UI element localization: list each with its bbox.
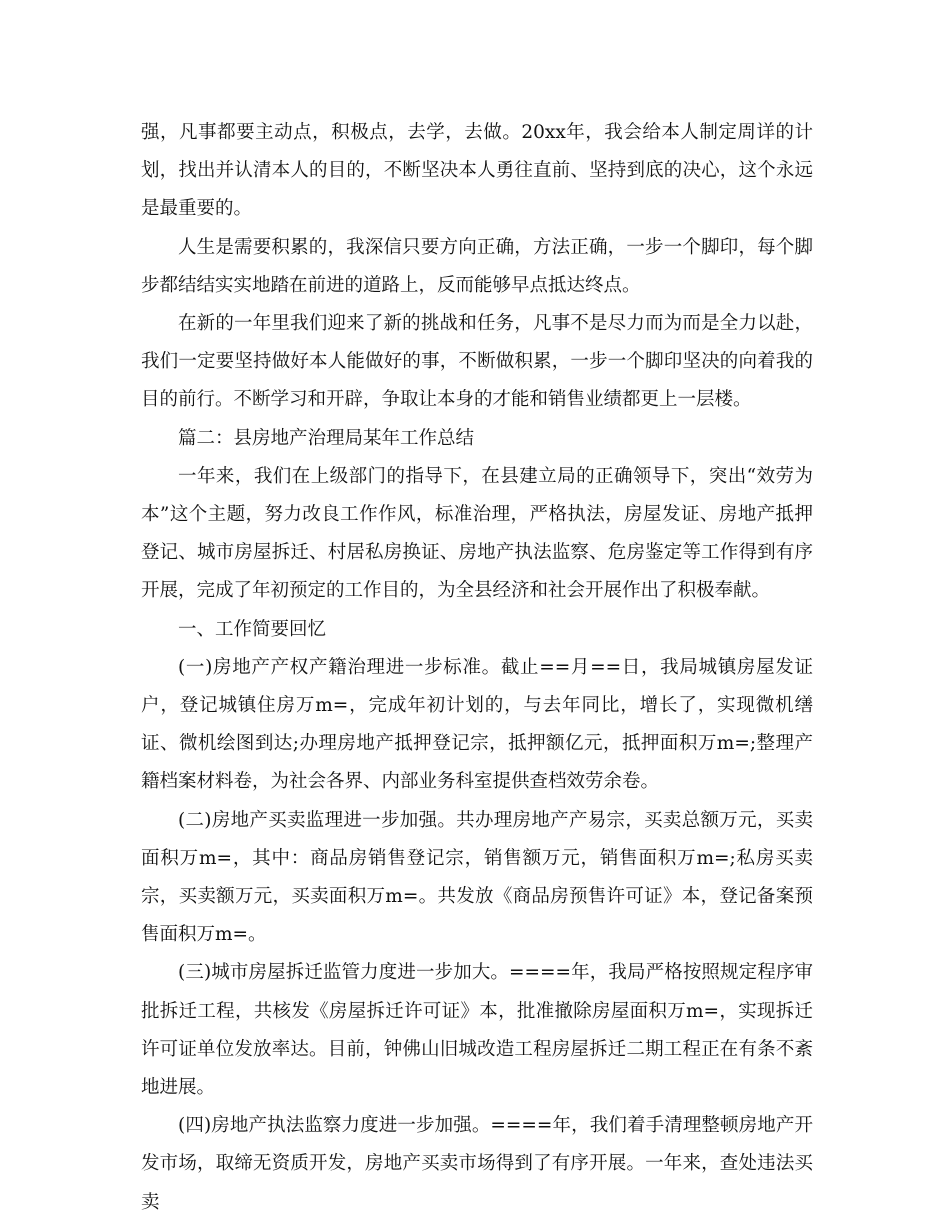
paragraph: (三)城市房屋拆迁监管力度进一步加大。====年，我局严格按照规定程序审批拆迁工程，共核发《房屋拆迁许可证》本，批准撤除房屋面积万m=，实现拆迁许可证单位发放率达。目前，钟佛山旧城改造工程房屋拆迁二期工程正在有条不紊地进展。 [141, 962, 813, 1099]
paragraph: 人生是需要积累的，我深信只要方向正确，方法正确，一步一个脚印，每个脚步都结结实实地踏在前进的道路上，反而能够早点抵达终点。 [141, 236, 813, 296]
paragraph: (四)房地产执法监察力度进一步加强。====年，我们着手清理整顿房地产开发市场，取缔无资质开发，房地产买卖市场得到了有序开展。一年来，查处违法买卖 [141, 1115, 813, 1213]
paragraph: 在新的一年里我们迎来了新的挑战和任务，凡事不是尽力而为而是全力以赴，我们一定要坚持做好本人能做好的事，不断做积累，一步一个脚印坚决的向着我的目的前行。不断学习和开辟，争取让本身的才能和销售业绩都更上一层楼。 [141, 313, 813, 411]
paragraph: 强，凡事都要主动点，积极点，去学，去做。20xx年，我会给本人制定周详的计划，找出并认清本人的目的，不断坚决本人勇往直前、坚持到底的决心，这个永远是最重要的。 [141, 122, 813, 220]
paragraph: (一)房地产产权产籍治理进一步标准。截止==月==日，我局城镇房屋发证户，登记城镇住房万m=，完成年初计划的，与去年同比，增长了，实现微机缮证、微机绘图到达;办理房地产抵押登记宗，抵押额亿元，抵押面积万m=;整理产籍档案材料卷，为社会各界、内部业务科室提供查档效劳余卷。 [141, 656, 813, 793]
section-heading: 篇二：县房地产治理局某年工作总结 [178, 427, 475, 449]
subsection-heading: 一、工作简要回忆 [178, 618, 327, 640]
paragraph: 一年来，我们在上级部门的指导下，在县建立局的正确领导下，突出“效劳为本”这个主题，努力改良工作作风，标准治理，严格执法，房屋发证、房地产抵押登记、城市房屋拆迁、村居私房换证、房地产执法监察、危房鉴定等工作得到有序开展，完成了年初预定的工作目的，为全县经济和社会开展作出了积极奉献。 [141, 465, 813, 602]
paragraph: (二)房地产买卖监理进一步加强。共办理房地产产易宗，买卖总额万元，买卖面积万m=，其中：商品房销售登记宗，销售额万元，销售面积万m=;私房买卖宗，买卖额万元，买卖面积万m=。共发放《商品房预售许可证》本，登记备案预售面积万m=。 [141, 809, 813, 946]
document-body [141, 114, 813, 1222]
